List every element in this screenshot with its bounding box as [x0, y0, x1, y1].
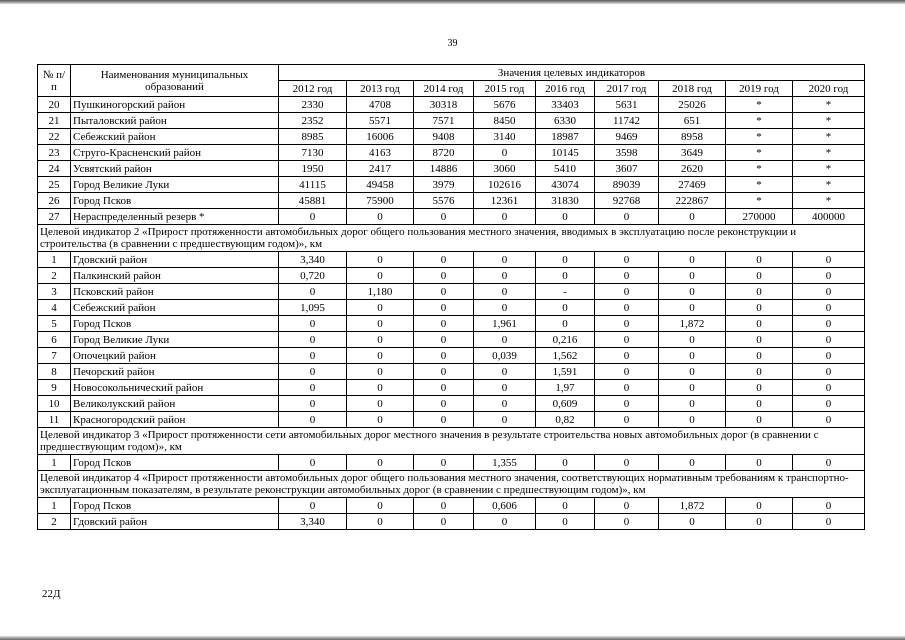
section-row — [38, 471, 865, 498]
indicator-value: 0,82 — [536, 412, 595, 428]
municipality-name: Город Псков — [71, 498, 279, 514]
row-number: 6 — [38, 332, 71, 348]
indicator-value: 0 — [659, 455, 726, 471]
indicator-value: 0 — [536, 268, 595, 284]
scan-edge-bottom — [0, 636, 905, 640]
indicator-value: 0 — [595, 268, 659, 284]
header-year: 2014 год — [414, 81, 474, 97]
indicator-value: 8720 — [414, 145, 474, 161]
indicator-value: 0 — [279, 284, 347, 300]
municipality-name: Псковский район — [71, 284, 279, 300]
indicator-value: 0 — [793, 300, 865, 316]
indicator-value: 49458 — [347, 177, 414, 193]
indicator-value: 3,340 — [279, 514, 347, 530]
indicator-value: 1,591 — [536, 364, 595, 380]
table-body — [38, 97, 865, 530]
indicator-value: 2352 — [279, 113, 347, 129]
indicator-value: 0 — [279, 316, 347, 332]
indicator-value: 0 — [595, 364, 659, 380]
indicator-value: 0 — [347, 300, 414, 316]
header-year: 2012 год — [279, 81, 347, 97]
municipality-name: Город Великие Луки — [71, 332, 279, 348]
indicator-value: 0 — [347, 455, 414, 471]
table-row — [38, 412, 865, 428]
indicator-value: 0 — [474, 252, 536, 268]
indicator-value: 0 — [474, 209, 536, 225]
row-number: 21 — [38, 113, 71, 129]
indicator-value: 0 — [414, 396, 474, 412]
table-row — [38, 145, 865, 161]
indicator-value: 3060 — [474, 161, 536, 177]
indicator-value: 1,562 — [536, 348, 595, 364]
indicator-value: 0 — [793, 316, 865, 332]
header-year: 2020 год — [793, 81, 865, 97]
municipality-name: Себежский район — [71, 300, 279, 316]
table-row — [38, 193, 865, 209]
indicator-value: 0 — [414, 364, 474, 380]
indicator-value: 8958 — [659, 129, 726, 145]
indicator-value: 4708 — [347, 97, 414, 113]
indicator-value: 0 — [347, 316, 414, 332]
indicator-value: 651 — [659, 113, 726, 129]
page-number: 39 — [447, 38, 458, 49]
indicator-value: 0,720 — [279, 268, 347, 284]
indicator-value: 0 — [474, 145, 536, 161]
indicator-value: 0 — [726, 412, 793, 428]
indicator-value: 0 — [726, 498, 793, 514]
indicator-value: 0 — [726, 396, 793, 412]
indicator-value: 0 — [279, 455, 347, 471]
indicator-value: 0 — [474, 364, 536, 380]
header-year: 2013 год — [347, 81, 414, 97]
indicator-value: 0 — [726, 348, 793, 364]
indicator-value: 0 — [659, 412, 726, 428]
indicator-value: 0 — [474, 396, 536, 412]
row-number: 8 — [38, 364, 71, 380]
indicator-value: 0 — [659, 268, 726, 284]
municipality-name: Гдовский район — [71, 514, 279, 530]
section-row — [38, 225, 865, 252]
indicator-value: 0 — [347, 209, 414, 225]
indicator-value: 0 — [536, 498, 595, 514]
row-number: 11 — [38, 412, 71, 428]
row-number: 7 — [38, 348, 71, 364]
header-year: 2017 год — [595, 81, 659, 97]
indicator-value: 3979 — [414, 177, 474, 193]
indicator-value: 12361 — [474, 193, 536, 209]
indicator-value: 0 — [726, 316, 793, 332]
row-number: 4 — [38, 300, 71, 316]
indicator-value: 5410 — [536, 161, 595, 177]
table-row — [38, 498, 865, 514]
indicator-value: 1950 — [279, 161, 347, 177]
indicator-value: 0 — [726, 268, 793, 284]
indicator-value: 2620 — [659, 161, 726, 177]
indicator-value: 0 — [793, 284, 865, 300]
indicator-value: 0 — [347, 348, 414, 364]
row-number: 3 — [38, 284, 71, 300]
indicator-value: 0 — [726, 300, 793, 316]
indicator-value: 0 — [595, 412, 659, 428]
municipality-name: Пушкиногорский район — [71, 97, 279, 113]
indicator-value: 0 — [595, 348, 659, 364]
indicator-value: 6330 — [536, 113, 595, 129]
table-row — [38, 209, 865, 225]
indicator-value: 8450 — [474, 113, 536, 129]
indicator-value: 0 — [595, 514, 659, 530]
indicator-value: 0 — [414, 498, 474, 514]
row-number: 26 — [38, 193, 71, 209]
section-title: Целевой индикатор 4 «Прирост протяженности автомобильных дорог общего пользования местного значения, соответствующих нормативным требованиям к транспортно-эксплуатационным показателям, в результате реконструкции автомобильных дорог (в сравнении с предшествующим годом)», км — [38, 471, 865, 498]
indicator-value: 0,039 — [474, 348, 536, 364]
indicator-value: 0 — [793, 498, 865, 514]
indicator-value: 0,216 — [536, 332, 595, 348]
indicator-value: 1,095 — [279, 300, 347, 316]
municipality-name: Красногородский район — [71, 412, 279, 428]
table-row — [38, 300, 865, 316]
table-row — [38, 268, 865, 284]
header-year: 2015 год — [474, 81, 536, 97]
row-number: 27 — [38, 209, 71, 225]
row-number: 9 — [38, 380, 71, 396]
table-row — [38, 161, 865, 177]
indicator-value: 25026 — [659, 97, 726, 113]
indicator-value: 31830 — [536, 193, 595, 209]
indicator-value: 0 — [659, 514, 726, 530]
indicator-value: 0 — [414, 332, 474, 348]
indicator-value: * — [793, 129, 865, 145]
indicator-value: 0 — [347, 332, 414, 348]
indicator-value: 0 — [347, 252, 414, 268]
municipality-name: Палкинский район — [71, 268, 279, 284]
section-title: Целевой индикатор 2 «Прирост протяженности автомобильных дорог общего пользования местного значения, вводимых в эксплуатацию после реконструкции и строительства (в сравнении с предшествующим годом)», км — [38, 225, 865, 252]
municipality-name: Гдовский район — [71, 252, 279, 268]
indicator-value: 1,961 — [474, 316, 536, 332]
section-title: Целевой индикатор 3 «Прирост протяженности сети автомобильных дорог местного значения в результате строительства новых автомобильных дорог (в сравнении с предшествующим годом)», км — [38, 428, 865, 455]
header-num: № п/п — [38, 65, 71, 97]
indicator-value: 9408 — [414, 129, 474, 145]
indicator-value: 9469 — [595, 129, 659, 145]
table-row — [38, 284, 865, 300]
municipality-name: Город Псков — [71, 193, 279, 209]
header-year: 2018 год — [659, 81, 726, 97]
indicator-value: 0 — [595, 332, 659, 348]
table-row — [38, 316, 865, 332]
indicator-value: 30318 — [414, 97, 474, 113]
indicator-value: 2417 — [347, 161, 414, 177]
indicator-value: 0 — [279, 348, 347, 364]
municipality-name: Город Псков — [71, 455, 279, 471]
indicator-value: 0 — [595, 455, 659, 471]
municipality-name: Город Великие Луки — [71, 177, 279, 193]
indicator-value: 0 — [279, 380, 347, 396]
table-row — [38, 396, 865, 412]
indicator-value: 0 — [347, 364, 414, 380]
indicator-value: 0 — [536, 455, 595, 471]
indicator-value: 0 — [659, 348, 726, 364]
indicator-value: 0 — [279, 209, 347, 225]
indicator-value: 1,97 — [536, 380, 595, 396]
indicator-value: 0 — [414, 268, 474, 284]
indicator-value: 0 — [347, 412, 414, 428]
indicator-value: 0 — [347, 380, 414, 396]
indicator-value: 102616 — [474, 177, 536, 193]
row-number: 10 — [38, 396, 71, 412]
indicator-value: 0 — [279, 396, 347, 412]
indicator-value: 0 — [414, 514, 474, 530]
indicator-value: 0 — [793, 348, 865, 364]
table-row — [38, 177, 865, 193]
indicator-value: 0 — [595, 252, 659, 268]
indicator-value: 0 — [726, 514, 793, 530]
municipality-name: Нераспределенный резерв * — [71, 209, 279, 225]
indicator-value: * — [726, 129, 793, 145]
table-row — [38, 455, 865, 471]
indicator-value: 0 — [474, 268, 536, 284]
indicator-value: 0 — [414, 284, 474, 300]
indicator-value: 0 — [793, 332, 865, 348]
indicator-value: 0 — [536, 300, 595, 316]
indicator-value: * — [793, 177, 865, 193]
indicator-value: * — [726, 177, 793, 193]
municipality-name: Печорский район — [71, 364, 279, 380]
table-row — [38, 129, 865, 145]
indicator-value: * — [793, 145, 865, 161]
indicator-value: 0 — [793, 380, 865, 396]
indicator-value: 7130 — [279, 145, 347, 161]
indicator-value: 0 — [595, 380, 659, 396]
municipality-name: Усвятский район — [71, 161, 279, 177]
row-number: 1 — [38, 498, 71, 514]
table-row — [38, 364, 865, 380]
indicator-value: 1,355 — [474, 455, 536, 471]
indicator-value: 0 — [793, 455, 865, 471]
row-number: 2 — [38, 514, 71, 530]
indicator-value: 222867 — [659, 193, 726, 209]
indicator-value: 0 — [793, 412, 865, 428]
indicator-value: 0 — [474, 380, 536, 396]
indicator-value: 0 — [414, 316, 474, 332]
header-group: Значения целевых индикаторов — [279, 65, 865, 81]
indicator-value: 0 — [474, 300, 536, 316]
scan-edge-top — [0, 0, 905, 4]
indicator-value: 0 — [726, 380, 793, 396]
table-row — [38, 332, 865, 348]
indicator-value: 3598 — [595, 145, 659, 161]
indicator-value: 43074 — [536, 177, 595, 193]
indicator-value: 0 — [347, 514, 414, 530]
indicator-value: 0 — [279, 412, 347, 428]
municipality-name: Опочецкий район — [71, 348, 279, 364]
indicator-value: 1,872 — [659, 316, 726, 332]
indicator-value: 270000 — [726, 209, 793, 225]
municipality-name: Пыталовский район — [71, 113, 279, 129]
municipality-name: Новосокольнический район — [71, 380, 279, 396]
indicator-value: 1,180 — [347, 284, 414, 300]
indicator-value: 16006 — [347, 129, 414, 145]
indicator-value: 0 — [414, 252, 474, 268]
indicator-value: 14886 — [414, 161, 474, 177]
indicator-value: * — [793, 193, 865, 209]
row-number: 25 — [38, 177, 71, 193]
indicator-value: 10145 — [536, 145, 595, 161]
indicator-value: 0 — [595, 396, 659, 412]
indicator-value: 8985 — [279, 129, 347, 145]
indicator-value: 0 — [279, 364, 347, 380]
indicator-value: 0 — [536, 316, 595, 332]
municipality-name: Себежский район — [71, 129, 279, 145]
header-year: 2019 год — [726, 81, 793, 97]
indicator-value: 0 — [279, 498, 347, 514]
indicator-value: 0 — [659, 209, 726, 225]
indicator-table — [37, 64, 865, 530]
indicator-value: 5631 — [595, 97, 659, 113]
indicator-value: 0 — [414, 348, 474, 364]
indicator-value: 0 — [414, 455, 474, 471]
indicator-value: 0 — [659, 364, 726, 380]
indicator-value: 0,609 — [536, 396, 595, 412]
table-row — [38, 514, 865, 530]
indicator-value: 0,606 — [474, 498, 536, 514]
indicator-value: 0 — [474, 332, 536, 348]
indicator-value: 89039 — [595, 177, 659, 193]
indicator-value: 0 — [279, 332, 347, 348]
indicator-value: * — [726, 97, 793, 113]
table-row — [38, 348, 865, 364]
indicator-value: 0 — [414, 300, 474, 316]
indicator-value: 92768 — [595, 193, 659, 209]
indicator-value: 0 — [474, 284, 536, 300]
indicator-value: * — [793, 113, 865, 129]
indicator-value: 4163 — [347, 145, 414, 161]
row-number: 23 — [38, 145, 71, 161]
indicator-value: 0 — [793, 252, 865, 268]
indicator-value: 0 — [659, 300, 726, 316]
indicator-value: 45881 — [279, 193, 347, 209]
indicator-value: 0 — [659, 332, 726, 348]
indicator-value: 0 — [595, 316, 659, 332]
table-row — [38, 97, 865, 113]
row-number: 20 — [38, 97, 71, 113]
indicator-value: 3140 — [474, 129, 536, 145]
indicator-value: 3,340 — [279, 252, 347, 268]
indicator-value: 0 — [414, 412, 474, 428]
indicator-value: 0 — [595, 300, 659, 316]
indicator-value: * — [726, 113, 793, 129]
indicator-value: 0 — [595, 284, 659, 300]
municipality-name: Город Псков — [71, 316, 279, 332]
indicator-value: 0 — [474, 412, 536, 428]
indicator-value: * — [726, 145, 793, 161]
row-number: 1 — [38, 252, 71, 268]
indicator-value: 0 — [536, 514, 595, 530]
header-year: 2016 год — [536, 81, 595, 97]
indicator-value: 11742 — [595, 113, 659, 129]
indicator-value: * — [726, 193, 793, 209]
indicator-value: 0 — [726, 252, 793, 268]
indicator-value: 33403 — [536, 97, 595, 113]
indicator-value: 5571 — [347, 113, 414, 129]
indicator-value: 75900 — [347, 193, 414, 209]
indicator-value: 0 — [793, 268, 865, 284]
indicator-value: 0 — [726, 455, 793, 471]
table-row — [38, 380, 865, 396]
row-number: 5 — [38, 316, 71, 332]
indicator-value: 0 — [347, 268, 414, 284]
indicator-value: 3607 — [595, 161, 659, 177]
indicator-value: 0 — [659, 284, 726, 300]
table-row — [38, 252, 865, 268]
indicator-value: 7571 — [414, 113, 474, 129]
indicator-value: 0 — [793, 396, 865, 412]
indicator-value: 1,872 — [659, 498, 726, 514]
indicator-value: * — [726, 161, 793, 177]
indicator-value: 0 — [726, 284, 793, 300]
indicator-value: 0 — [595, 498, 659, 514]
indicator-value: - — [536, 284, 595, 300]
indicator-value: 0 — [659, 252, 726, 268]
section-row — [38, 428, 865, 455]
indicator-value: 0 — [726, 364, 793, 380]
footer-code: 22Д — [42, 588, 61, 600]
municipality-name: Струго-Красненский район — [71, 145, 279, 161]
indicator-value: 0 — [595, 209, 659, 225]
row-number: 2 — [38, 268, 71, 284]
indicator-value: 0 — [347, 396, 414, 412]
table-row — [38, 113, 865, 129]
indicator-value: 3649 — [659, 145, 726, 161]
row-number: 24 — [38, 161, 71, 177]
indicator-value: * — [793, 161, 865, 177]
row-number: 1 — [38, 455, 71, 471]
indicator-value: 0 — [793, 514, 865, 530]
indicator-value: 2330 — [279, 97, 347, 113]
indicator-value: 0 — [414, 380, 474, 396]
indicator-value: 0 — [726, 332, 793, 348]
indicator-value: 27469 — [659, 177, 726, 193]
indicator-value: 0 — [474, 514, 536, 530]
indicator-value: 5576 — [414, 193, 474, 209]
indicator-value: 0 — [536, 209, 595, 225]
indicator-value: 41115 — [279, 177, 347, 193]
indicator-value: 0 — [347, 498, 414, 514]
row-number: 22 — [38, 129, 71, 145]
indicator-value: 0 — [414, 209, 474, 225]
indicator-value: 0 — [659, 380, 726, 396]
indicator-value: 5676 — [474, 97, 536, 113]
indicator-value: 0 — [536, 252, 595, 268]
indicator-value: 400000 — [793, 209, 865, 225]
header-name: Наименования муниципальных образований — [71, 65, 279, 97]
indicator-value: 0 — [793, 364, 865, 380]
header-row-1 — [38, 65, 865, 81]
indicator-value: * — [793, 97, 865, 113]
indicator-value: 0 — [659, 396, 726, 412]
municipality-name: Великолукский район — [71, 396, 279, 412]
indicator-value: 18987 — [536, 129, 595, 145]
